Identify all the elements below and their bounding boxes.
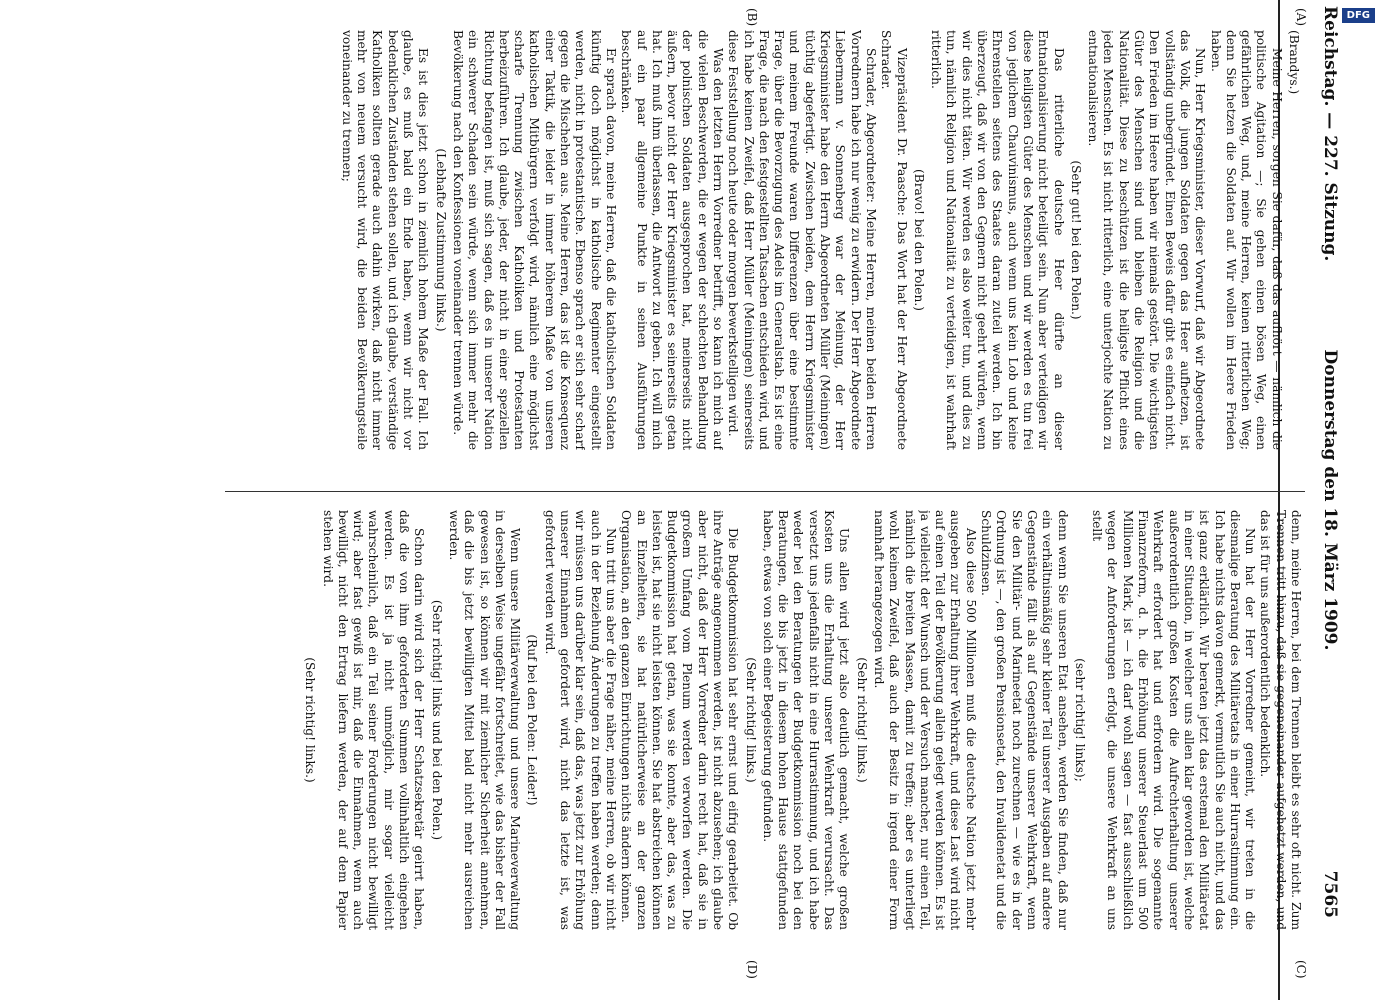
- page-number: 7565: [1320, 870, 1340, 918]
- interjection: (Lebhafte Zustimmung links.): [433, 148, 448, 332]
- paragraph: Schrader, Abgeordneter: Meine Herren, meinen beiden Herren Vorrednern habe ich nur wenig zu erwidern. Der Herr Abgeordnete Liebermann v. Sonnenberg war der Meinung, der Herr Kriegsminister habe den Herrn Abgeordneten Müller (Meiningen) tüchtig abgefertigt. Zwischen beiden, dem Herrn Kriegsminister und meinem Freunde waren Differenzen über eine bestimmte Frage, über die Bevorzugung des Adels im Generalstab. Es ist eine Frage, die nach den festgestellten Tatsachen entschieden wird, und ich habe keinen Zweifel, daß Herr Müller (Meiningen) seinerseits diese Feststellung noch heute oder morgen bewerkstelligen wird.: [726, 30, 878, 450]
- speaker-label: (Brandys.): [1287, 30, 1301, 95]
- margin-marker-a: (A): [1294, 8, 1308, 27]
- paragraph: Was den letzten Herrn Vorredner betrifft, so kann ich mich auf die vielen Beschwerden, die er wegen der schlechten Behandlung der polnischen Soldaten ausgesprochen hat, meinerseits nicht äußern, bevor nicht der Herr Kriegsminister es seinerseits getan hat. Ich muß ihm überlassen, die Antwort zu geben. Ich will mich auf ein paar allgemeine Punkte in seinen Ausführungen beschränken.: [619, 30, 726, 450]
- right-column: [233, 510, 1303, 930]
- interjection: (Ruf bei den Polen: Leider!): [525, 634, 540, 806]
- interjection: (Sehr richtig! links und bei den Polen.): [429, 599, 444, 841]
- left-column: [233, 30, 1303, 450]
- paragraph: denn wenn Sie unseren Etat ansehen, werden Sie finden, daß nur ein verhältnismäßig sehr kleiner Teil unserer Ausgaben auf andere Gegenstände fällt als auf Gegenstände unserer Wehrkraft, wenn Sie den Militär- und Marineetat noch zurechnen — wie es in der Ordnung ist —, den großen Pensionsetat, den Invalidenetat und die Schuldzinsen.: [979, 510, 1070, 930]
- margin-marker-b: (B): [745, 8, 759, 27]
- paragraph: Nun, Herr Kriegsminister, dieser Vorwurf, daß wir Abgeordnete das Volk, die jungen Soldaten gegen das Heer aufhetzen, ist vollständig unbegründet. Einen Beweis dafür gibt es einfach nicht. Den Frieden im Heere haben wir niemals gestört. Die wichtigsten Güter des Menschen sind und bleiben die Religion und die Nationalität. Diese zu beschützen ist die heiligste Pflicht eines jeden Menschen. Es ist nicht ritterlich, eine unterjochte Nation zu entnationalisieren.: [1086, 30, 1208, 450]
- paragraph: Nun hat der Herr Vorredner gemeint, wir treten in die diesmalige Beratung des Militäretats in einer Hurrastimmung ein. Ich habe nichts davon gemerkt, vermutlich Sie auch nicht, und das ist ganz erklärlich. Wir beraten jetzt das erstemal den Militäretat in einer Situation, in welcher uns allen klar geworden ist, welche außerordentlich großen Kosten die Aufrechterhaltung unserer Wehrkraft erfordert hat und erfordern wird. Die sogenannte Finanzreform, d. h. die Erhöhung unserer Steuerlast um 500 Millionen Mark, ist — ich darf wohl sagen — fast ausschließlich wegen der Anforderungen erfolgt, die unsere Wehrkraft an uns stellt: [1090, 510, 1258, 930]
- interjection: (Bravo! bei den Polen.): [911, 169, 926, 311]
- paragraph: Schon darin wird sich der Herr Schatzsekretär geirrt haben, daß die von ihm geforderten Summen vollinhaltlich eingehen werden. Es ist ja nicht unmöglich, mir sogar vielleicht wahrscheinlich, daß ein Teil seiner Forderungen nicht bewilligt wird; aber fast gewiß ist mir, daß die Einnahmen, wenn auch bewilligt, nicht den Ertrag liefern werden, der auf dem Papier stehen wird.: [320, 510, 427, 930]
- paragraph: Es ist dies jetzt schon in ziemlich hohem Maße der Fall. Ich glaube, es muß bald ein Ende haben, wenn wir nicht vor bedenklichen Zuständen stehen sollen, und ich glaube, verständige Katholiken sollten gerade auch dahin wirken, daß nicht immer mehr von neuem versucht wird, die beiden Bevölkerungsteile voneinander zu trennen;: [339, 30, 431, 450]
- header-left: Reichstag. — 227. Sitzung.: [1320, 6, 1340, 262]
- column-divider: [225, 491, 1305, 492]
- paragraph: Das ritterliche deutsche Heer dürfte an dieser Entnationalisierung nicht beteiligt sein. Nun aber verteidigen wir diese heiligsten Güter des Menschen und wir werden es tun frei von jeglichem Chauvinismus, auch wenn uns kein Lob und keine Ehrenstellen seitens des Staates daran zuteil werden. Ich bin überzeugt, daß wir von den Gegnern nicht geehrt würden, wenn wir dies nicht täten. Wir werden es also weiter tun, und dies zu tun, nämlich Religion und Nationalität zu verteidigen, ist wahrhaft ritterlich.: [929, 30, 1066, 450]
- paragraph: Wenn unsere Militärverwaltung und unsere Marineverwaltung in derselben Weise ungefähr fortschreitet, wie das bisher der Fall gewesen ist, so können wir mit ziemlicher Sicherheit annehmen, daß die bis jetzt bewilligten Mittel bald nicht mehr ausreichen werden.: [446, 510, 523, 930]
- page-header: [1308, 0, 1348, 1000]
- interjection: (Sehr richtig! links.): [854, 657, 869, 783]
- paragraph: Also diese 500 Millionen muß die deutsche Nation jetzt mehr ausgeben zur Erhaltung ihrer Wehrkraft, und diese Last wird nicht auf einen Teil der Bevölkerung allein gelegt werden können. Es ist ja vielleicht der Wunsch und der Versuch mancher, nur einen Teil, nämlich die breiten Massen, damit zu treffen; aber es unterliegt wohl keinem Zweifel, daß auch der Besitz in irgend einer Form namhaft herangezogen wird.: [871, 510, 978, 930]
- interjection: (Sehr richtig! links.): [303, 657, 318, 783]
- paragraph: denn, meine Herren, bei dem Trennen bleibt es sehr oft nicht. Zum Trennen tritt hinzu, daß sie gegeneinander aufgehetzt werden, und das ist für uns außerordentlich bedenklich.: [1258, 510, 1303, 930]
- header-date: Donnerstag den 18. März 1909.: [1320, 349, 1340, 651]
- paragraph: Uns allen wird jetzt also deutlich gemacht, welche großen Kosten uns die Erhaltung unserer Wehrkraft verursacht. Das versetzt uns jedenfalls nicht in eine Hurrastimmung, und ich habe weder bei den Beratungen der Budgetkommission noch bei den Beratungen, die bis jetzt in diesem hohen Hause stattgefunden haben, etwas von solch einer Begeisterung gefunden.: [760, 510, 852, 930]
- paragraph: Die Budgetkommission hat sehr ernst und eifrig gearbeitet. Ob ihre Anträge angenommen werden, ist nicht abzusehen; ich glaube aber nicht, daß der Herr Vorredner darin recht hat, daß sie in großem Umfang vom Plenum werden verworfen werden. Die Budgetkommission hat getan, was sie konnte, aber das, was zu leisten ist, hat sie nicht leisten können. Sie hat abstreichen können an Einzelheiten, sie hat natürlicherweise an der ganzen Organisation, an den ganzen Einrichtungen nichts ändern können.: [619, 510, 741, 930]
- paragraph: Meine Herren, sorgen Sie dafür, daß das aufhört — nämlich die politische Agitation —; Sie gehen einen bösen Weg, einen gefährlichen Weg, und, meine Herren, keinen ritterlichen Weg; denn Sie hetzen die Soldaten auf. Wir wollen im Heere Frieden haben.: [1208, 30, 1284, 450]
- margin-marker-c: (C): [1294, 960, 1308, 979]
- interjection: (sehr richtig! links);: [1072, 658, 1087, 782]
- paragraph: Nun tritt uns aber die Frage näher, meine Herren, ob wir nicht auch in der Beziehung Änderungen zu treffen haben werden; denn wir müssen uns darüber klar sein, daß das, was jetzt zur Erhöhung unserer Einnahmen gefordert wird, nicht das letzte ist, was gefordert werden wird.: [542, 510, 618, 930]
- paragraph: Vizepräsident Dr. Paasche: Das Wort hat der Herr Abgeordnete Schrader.: [879, 30, 909, 450]
- margin-marker-d: (D): [745, 960, 759, 979]
- interjection: (Sehr gut! bei den Polen.): [1068, 160, 1083, 320]
- dfg-logo: DFG: [1342, 8, 1375, 23]
- paragraph: Er sprach davon, meine Herren, daß die katholischen Soldaten künftig doch möglichst in katholische Regimenter eingestellt werden, nicht in protestantische. Ebenso sprach er sich sehr scharf gegen die Mischehen aus. Meine Herren, das ist die Konsequenz einer Taktik, die leider in immer höherem Maße von unseren katholischen Mitbürgern verfolgt wird, nämlich eine möglichst scharfe Trennung zwischen Katholiken und Protestanten herbeizuführen. Ich glaube, jeder, der nicht in einer speziellen Richtung befangen ist, muß sich sagen, daß es in unserer Nation ein schwerer Schaden sein würde, wenn sich immer mehr die Bevölkerung nach den Konfessionen voneinander trennen würde.: [450, 30, 618, 450]
- interjection: (Sehr richtig! links.): [743, 657, 758, 783]
